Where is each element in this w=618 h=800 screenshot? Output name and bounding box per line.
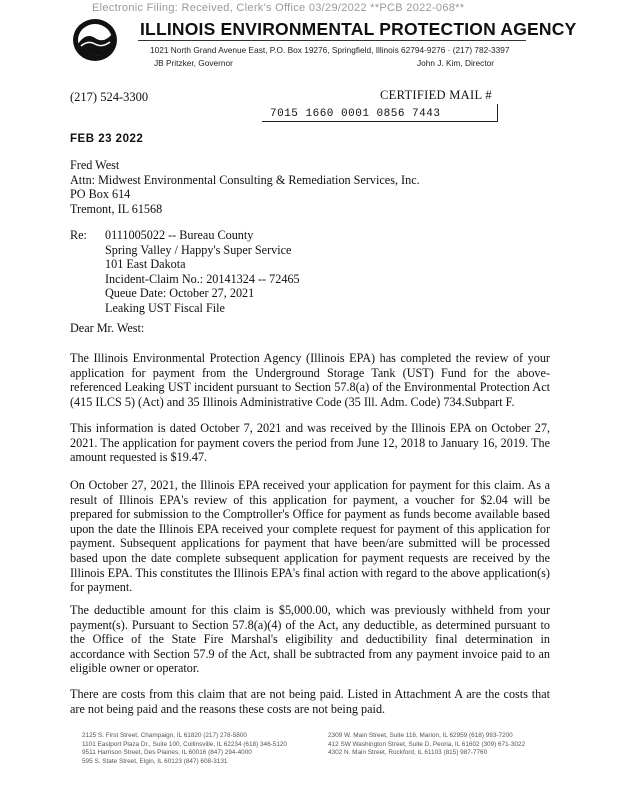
- certified-tick: [497, 104, 498, 122]
- header-rule: [138, 40, 526, 41]
- recipient-line: PO Box 614: [70, 187, 131, 202]
- letter-date: FEB 23 2022: [70, 133, 144, 145]
- recipient-block: [70, 158, 420, 216]
- footer-offices-left: [82, 732, 287, 766]
- agency-name: ILLINOIS ENVIRONMENTAL PROTECTION AGENCY: [140, 19, 577, 39]
- re-line: Leaking UST Fiscal File: [105, 300, 225, 315]
- re-line: Spring Valley / Happy's Super Service: [105, 242, 292, 257]
- certified-mail-number: 7015 1660 0001 0856 7443: [270, 108, 441, 120]
- phone-number: (217) 524-3300: [70, 90, 149, 104]
- agency-address: 1021 North Grand Avenue East, P.O. Box 19276, Springfield, Illinois 62794-9276 · (217) 782-3397: [150, 45, 510, 55]
- footer-offices-right: [328, 732, 525, 758]
- director-name: John J. Kim, Director: [417, 58, 494, 68]
- re-line: Incident-Claim No.: 20141324 -- 72465: [105, 271, 300, 286]
- footer-line: 9511 Harrison Street, Des Plaines, IL 60016 (847) 294-4000: [82, 749, 252, 757]
- re-block: [105, 228, 300, 316]
- agency-logo-icon: [72, 18, 118, 62]
- body-paragraph: On October 27, 2021, the Illinois EPA received your application for payment for this claim. As a result of Illinois EPA's review of this application for payment, a voucher for $2.04 will be prepared for submission to the Comptroller's Office for payment as funds become available based upon the date the Illinois EPA received your complete request for payment of this application for payment. Subsequent applications for payment that have been/are submitted will be processed based upon the date complete subsequent application for payment requests are received by the Illinois EPA. This constitutes the Illinois EPA's final action with regard to the above application(s) for payment.: [70, 478, 550, 595]
- body-paragraph: There are costs from this claim that are not being paid. Listed in Attachment A are the costs that are not being paid and the reasons these costs are not being paid.: [70, 687, 550, 716]
- filing-stamp: Electronic Filing: Received, Clerk's Office 03/29/2022 **PCB 2022-068**: [92, 2, 465, 14]
- body-paragraph: The Illinois Environmental Protection Agency (Illinois EPA) has completed the review of your application for payment from the Underground Storage Tank (UST) Fund for the above-referenced Leaking UST incident pursuant to Section 57.8(a) of the Environmental Protection Act (415 ILCS 5) (Act) and 35 Illinois Administrative Code (35 Ill. Adm. Code) 734.Subpart F.: [70, 351, 550, 409]
- footer-line: 4302 N. Main Street, Rockford, IL 61103 (815) 987-7760: [328, 749, 488, 757]
- footer-line: 1101 Eastport Plaza Dr., Suite 100, Collinsville, IL 62234 (618) 346-5120: [82, 740, 287, 748]
- re-line: 0111005022 -- Bureau County: [105, 228, 254, 242]
- recipient-line: Tremont, IL 61568: [70, 201, 163, 216]
- recipient-line: Attn: Midwest Environmental Consulting & Remediation Services, Inc.: [70, 172, 420, 187]
- footer-line: 2125 S. First Street, Champaign, IL 61820 (217) 278-5800: [82, 732, 247, 739]
- re-line: Queue Date: October 27, 2021: [105, 286, 255, 301]
- certified-underline: [262, 121, 498, 122]
- re-line: 101 East Dakota: [105, 257, 186, 272]
- footer-line: 2309 W. Main Street, Suite 116, Marion, IL 62959 (618) 993-7200: [328, 732, 513, 739]
- footer-line: 412 SW Washington Street, Suite D, Peoria, IL 61602 (309) 671-3022: [328, 740, 526, 748]
- governor-name: JB Pritzker, Governor: [154, 58, 233, 68]
- recipient-line: Fred West: [70, 158, 120, 172]
- salutation: Dear Mr. West:: [70, 321, 145, 335]
- certified-mail-label: CERTIFIED MAIL #: [380, 88, 492, 102]
- re-label: Re:: [70, 228, 87, 242]
- body-paragraph: The deductible amount for this claim is $5,000.00, which was previously withheld from your payment(s). Pursuant to Section 57.8(a)(4) of the Act, any deductible, as determined pursuant to the Office of the State Fire Marshal's eligibility and deductibility final determination in accordance with Section 57.9 of the Act, shall be subtracted from any payment invoice paid to an eligible owner or operator.: [70, 603, 550, 676]
- body-paragraph: This information is dated October 7, 2021 and was received by the Illinois EPA on October 27, 2021. The application for payment covers the period from June 12, 2018 to January 16, 2019. The amount requested is $19.47.: [70, 421, 550, 465]
- footer-line: 595 S. State Street, Elgin, IL 60123 (847) 608-3131: [82, 757, 228, 765]
